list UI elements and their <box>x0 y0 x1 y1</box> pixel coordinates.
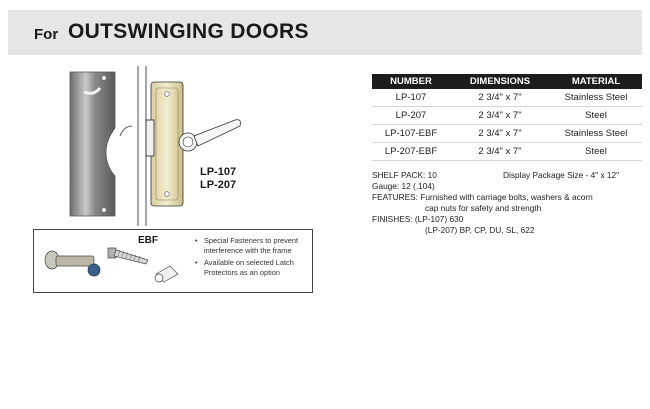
model-label: LP-107 <box>200 166 237 178</box>
features-line: FEATURES: Furnished with carriage bolts, washers & acorn <box>372 192 593 202</box>
ebf-bullet: • Available on selected Latch Protectors as an option <box>194 258 312 278</box>
header-band <box>8 10 642 55</box>
cell-material: Steel <box>550 143 642 161</box>
header-dimensions: DIMENSIONS <box>450 74 550 89</box>
display-package: Display Package Size - 4" x 12" <box>503 170 620 180</box>
finishes-line: (LP-207) BP, CP, DU, SL, 622 <box>425 225 535 235</box>
cell-dimensions: 2 3/4" x 7" <box>450 107 550 125</box>
page-title: OUTSWINGING DOORS <box>68 20 309 43</box>
cell-dimensions: 2 3/4" x 7" <box>450 125 550 143</box>
cell-number: LP-207-EBF <box>372 143 450 161</box>
table-row <box>372 143 642 161</box>
spec-table <box>372 74 642 161</box>
cell-material: Stainless Steel <box>550 89 642 107</box>
ebf-bullet-list <box>194 236 312 280</box>
model-label: LP-207 <box>200 179 237 191</box>
latch-protector-illustration <box>60 66 250 226</box>
ebf-title: EBF <box>138 235 158 246</box>
finishes-line: FINISHES: (LP-107) 630 <box>372 214 464 224</box>
header-number: NUMBER <box>372 74 450 89</box>
cell-material: Steel <box>550 107 642 125</box>
header-prefix: For <box>34 26 59 43</box>
shelf-pack: SHELF PACK: 10 <box>372 170 437 180</box>
features-line: cap nuts for safety and strength <box>425 203 542 213</box>
table-row <box>372 89 642 107</box>
table-row <box>372 125 642 143</box>
gauge: Gauge: 12 (.104) <box>372 181 435 191</box>
product-details <box>372 170 644 236</box>
cell-material: Stainless Steel <box>550 125 642 143</box>
cell-number: LP-107 <box>372 89 450 107</box>
model-labels <box>200 166 236 192</box>
ebf-box <box>33 229 313 293</box>
ebf-bullet: • Special Fasteners to prevent interference with the frame <box>194 236 312 256</box>
table-header-row <box>372 74 642 89</box>
table-row <box>372 107 642 125</box>
cell-dimensions: 2 3/4" x 7" <box>450 143 550 161</box>
header-material: MATERIAL <box>550 74 642 89</box>
cell-dimensions: 2 3/4" x 7" <box>450 89 550 107</box>
shelf-pack-row <box>372 170 644 181</box>
cell-number: LP-207 <box>372 107 450 125</box>
fastener-illustration <box>38 234 198 290</box>
cell-number: LP-107-EBF <box>372 125 450 143</box>
